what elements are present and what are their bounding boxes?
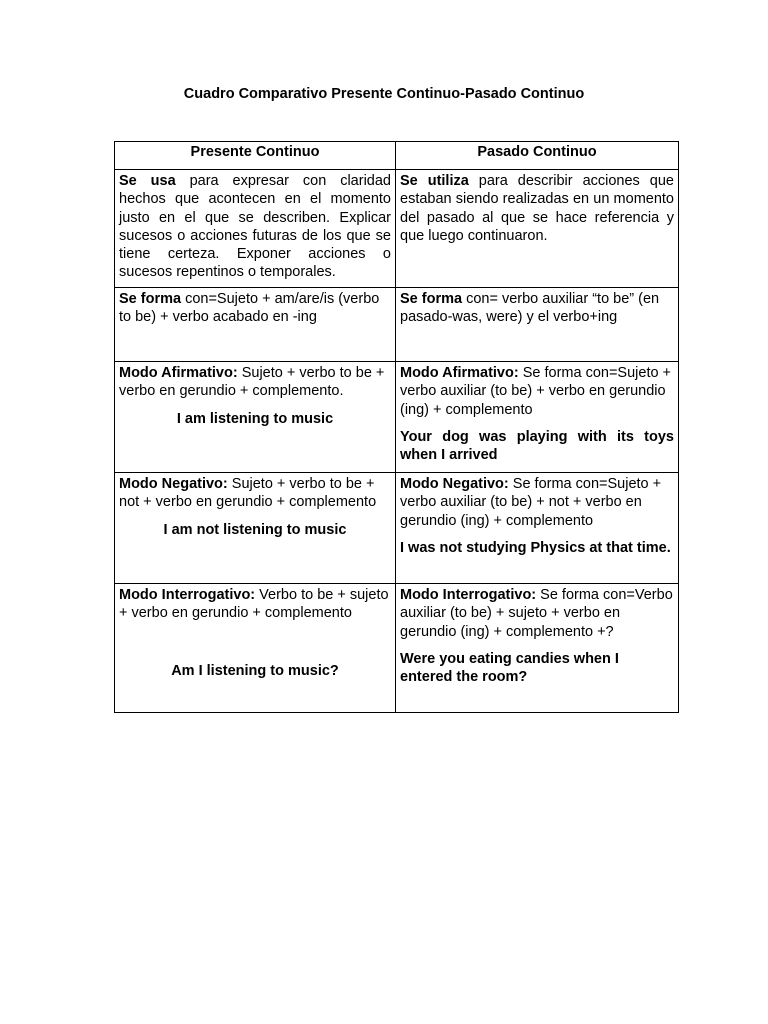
text-presente-interrogativo: Verbo to be + sujeto + verbo en gerundio + complemento [119,587,389,622]
text-presente-uso: para expresar con claridad hechos que acontecen en el momento justo en el que se describen. Explicar sucesos o acciones futuras de los que se tiene certeza. Exponer acciones o sucesos repentinos o temporales. [119,173,391,281]
table-row-forma [115,288,679,362]
header-pasado-continuo: Pasado Continuo [396,142,679,170]
text-presente-negativo: Sujeto + verbo to be + not + verbo en gerundio + complemento [119,476,377,511]
example-pasado-afirmativo: Your dog was playing with its toys when I arrived [400,428,674,464]
example-pasado-interrogativo: Were you eating candies when I entered the room? [400,650,619,686]
rule-presente-afirmativo [119,364,391,401]
comparison-table [114,141,679,713]
document-title: Cuadro Comparativo Presente Continuo-Pasado Continuo [183,86,585,102]
term-se-utiliza: Se utiliza [400,173,469,189]
header-presente-continuo: Presente Continuo [115,142,396,170]
spacer [119,623,391,653]
text-pasado-negativo: Se forma con=Sujeto + verbo auxiliar (to be) + not + verbo en gerundio (ing) + complemento [400,476,662,529]
example-presente-afirmativo: I am listening to music [176,410,334,427]
text-pasado-afirmativo: Se forma con=Sujeto + verbo auxiliar (to be) + verbo en gerundio (ing) + complemento [400,365,672,418]
term-se-usa: Se usa [119,173,176,189]
table-row-interrogativo [115,584,679,713]
term-modo-negativo-pasado: Modo Negativo: [400,476,509,492]
rule-pasado-afirmativo [400,364,674,419]
cell-presente-uso [115,170,396,288]
cell-pasado-interrogativo [396,584,679,713]
term-modo-afirmativo-pasado: Modo Afirmativo: [400,365,519,381]
cell-pasado-uso [396,170,679,288]
cell-pasado-afirmativo [396,362,679,473]
term-modo-negativo-presente: Modo Negativo: [119,476,228,492]
term-modo-interrogativo-pasado: Modo Interrogativo: [400,587,537,603]
cell-pasado-forma [396,288,679,362]
rule-presente-interrogativo [119,586,391,623]
term-modo-interrogativo-presente: Modo Interrogativo: [119,587,256,603]
term-modo-afirmativo-presente: Modo Afirmativo: [119,365,238,381]
cell-presente-forma [115,288,396,362]
cell-presente-negativo [115,473,396,584]
example-presente-interrogativo: Am I listening to music? [171,662,339,679]
term-se-forma-pasado: Se forma [400,291,463,307]
cell-pasado-negativo [396,473,679,584]
cell-presente-interrogativo [115,584,396,713]
rule-pasado-interrogativo [400,586,674,641]
table-header-row [115,142,679,170]
text-presente-afirmativo: Sujeto + verbo to be + verbo en gerundio + complemento. [119,365,385,400]
text-pasado-uso: para describir acciones que estaban siendo realizadas en un momento del pasado al que se hace referencia y que luego continuaron. [400,173,674,244]
rule-pasado-negativo [400,475,674,530]
table-row-afirmativo [115,362,679,473]
table-row-negativo [115,473,679,584]
table-row-uso [115,170,679,288]
text-presente-forma: con=Sujeto + am/are/is (verbo to be) + verbo acabado en -ing [119,291,380,326]
cell-presente-afirmativo [115,362,396,473]
text-pasado-forma: con= verbo auxiliar “to be” (en pasado-was, were) y el verbo+ing [400,291,660,326]
term-se-forma-presente: Se forma [119,291,182,307]
example-presente-negativo: I am not listening to music [163,521,347,538]
text-pasado-interrogativo: Se forma con=Verbo auxiliar (to be) + sujeto + verbo en gerundio (ing) + complemento +? [400,587,673,640]
rule-presente-negativo [119,475,391,512]
example-pasado-negativo: I was not studying Physics at that time. [400,539,671,556]
